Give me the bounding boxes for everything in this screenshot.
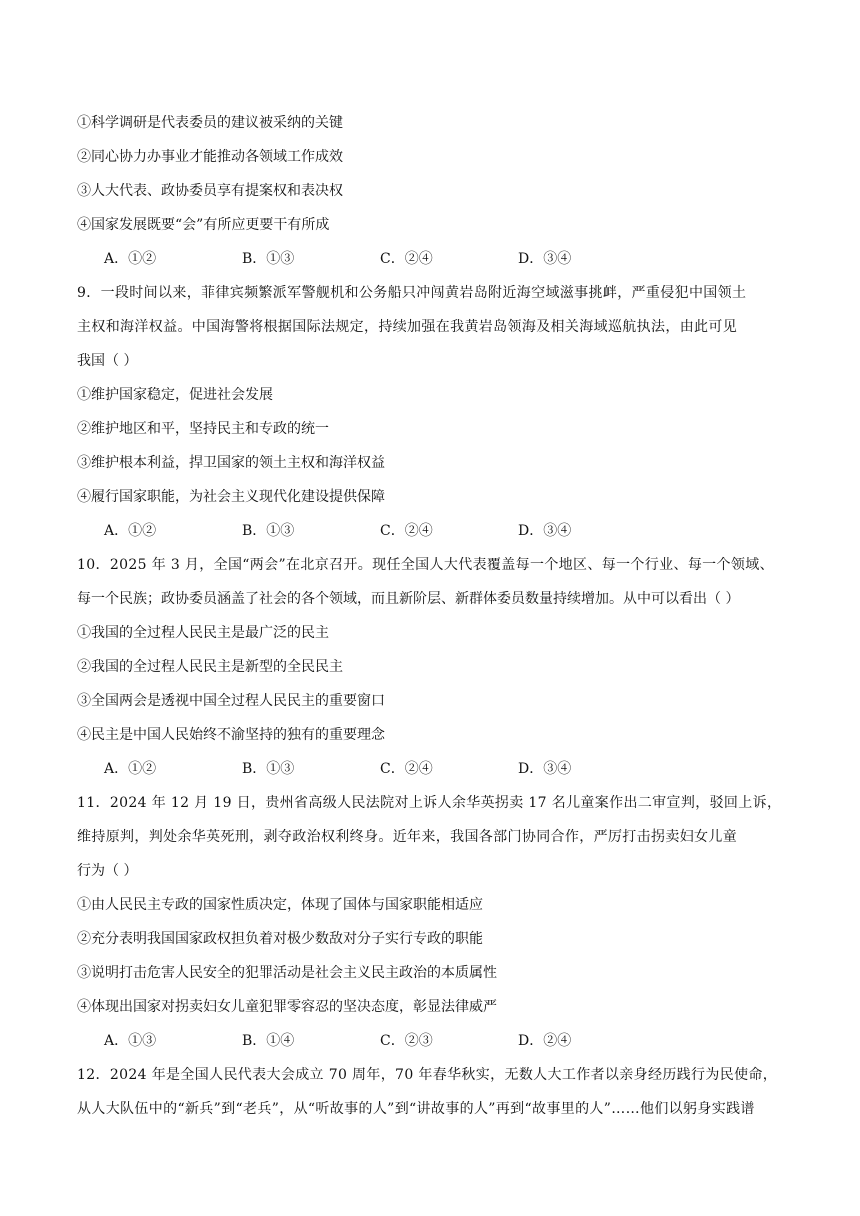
statement-line: ③说明打击危害人民安全的犯罪活动是社会主义民主政治的本质属性 <box>77 965 497 981</box>
question-stem-line: 从人大队伍中的“新兵”到“老兵”，从“听故事的人”到“讲故事的人”再到“故事里的人”……他们以躬身实践谱 <box>77 1101 755 1117</box>
statement-line: ①由人民民主专政的国家性质决定，体现了国体与国家职能相适应 <box>77 897 483 913</box>
question-stem-line: 我国（ ） <box>77 353 138 369</box>
answer-options <box>77 752 785 786</box>
question-10 <box>77 548 785 786</box>
question-9 <box>77 276 785 548</box>
question-stem-line: 9．一段时间以来，菲律宾频繁派军警舰机和公务船只冲闯黄岩岛附近海空域滋事挑衅，严重侵犯中国领土 <box>77 285 747 301</box>
option-d: D．③④ <box>518 761 572 777</box>
statement-line: ③人大代表、政协委员享有提案权和表决权 <box>77 183 343 199</box>
statement-line: ②同心协力办事业才能推动各领域工作成效 <box>77 149 343 165</box>
option-b: B．①③ <box>242 251 295 267</box>
option-a: A．①② <box>104 251 157 267</box>
question-11 <box>77 786 785 1058</box>
question-stem-line: 行为（ ） <box>77 863 138 879</box>
option-a: A．①③ <box>104 1033 157 1049</box>
question-list <box>77 106 785 1126</box>
question-stem-line: 10．2025 年 3 月，全国“两会”在北京召开。现任全国人大代表覆盖每一个地区、每一个行业、每一个领域、 <box>77 557 774 573</box>
statement-line: ④体现出国家对拐卖妇女儿童犯罪零容忍的坚决态度，彰显法律威严 <box>77 999 497 1015</box>
statement-line: ①科学调研是代表委员的建议被采纳的关键 <box>77 115 343 131</box>
statement-line: ④民主是中国人民始终不渝坚持的独有的重要理念 <box>77 727 385 743</box>
option-d: D．③④ <box>518 523 572 539</box>
statement-line: ④国家发展既要“会”有所应更要干有所成 <box>77 217 330 233</box>
question-stem-line: 维持原判，判处余华英死刑，剥夺政治权利终身。近年来，我国各部门协同合作，严厉打击拐卖妇女儿童 <box>77 829 738 845</box>
question-8 <box>77 106 785 276</box>
question-stem-line: 主权和海洋权益。中国海警将根据国际法规定，持续加强在我黄岩岛领海及相关海域巡航执法，由此可见 <box>77 319 738 335</box>
option-c: C．②③ <box>380 1033 433 1049</box>
statement-line: ②维护地区和平，坚持民主和专政的统一 <box>77 421 329 437</box>
option-c: C．②④ <box>380 761 433 777</box>
statement-line: ②充分表明我国国家政权担负着对极少数敌对分子实行专政的职能 <box>77 931 483 947</box>
question-stem-line: 11．2024 年 12 月 19 日，贵州省高级人民法院对上诉人余华英拐卖 17 名儿童案作出二审宣判，驳回上诉， <box>77 795 782 811</box>
option-c: C．②④ <box>380 523 433 539</box>
answer-options <box>77 242 785 276</box>
option-d: D．③④ <box>518 251 572 267</box>
question-stem-line: 12．2024 年是全国人民代表大会成立 70 周年，70 年春华秋实，无数人大工作者以亲身经历践行为民使命， <box>77 1067 778 1083</box>
statement-line: ③维护根本利益，捍卫国家的领土主权和海洋权益 <box>77 455 385 471</box>
answer-options <box>77 514 785 548</box>
option-b: B．①③ <box>242 761 295 777</box>
option-a: A．①② <box>104 761 157 777</box>
answer-options <box>77 1024 785 1058</box>
statement-line: ②我国的全过程人民民主是新型的全民民主 <box>77 659 343 675</box>
statement-line: ④履行国家职能，为社会主义现代化建设提供保障 <box>77 489 385 505</box>
option-b: B．①④ <box>242 1033 295 1049</box>
statement-line: ①我国的全过程人民民主是最广泛的民主 <box>77 625 329 641</box>
statement-line: ③全国两会是透视中国全过程人民民主的重要窗口 <box>77 693 385 709</box>
option-d: D．②④ <box>518 1033 572 1049</box>
question-12 <box>77 1058 785 1126</box>
option-b: B．①③ <box>242 523 295 539</box>
question-stem-line: 每一个民族；政协委员涵盖了社会的各个领域，而且新阶层、新群体委员数量持续增加。从中可以看出（ ） <box>77 591 740 607</box>
statement-line: ①维护国家稳定，促进社会发展 <box>77 387 273 403</box>
option-c: C．②④ <box>380 251 433 267</box>
option-a: A．①② <box>104 523 157 539</box>
